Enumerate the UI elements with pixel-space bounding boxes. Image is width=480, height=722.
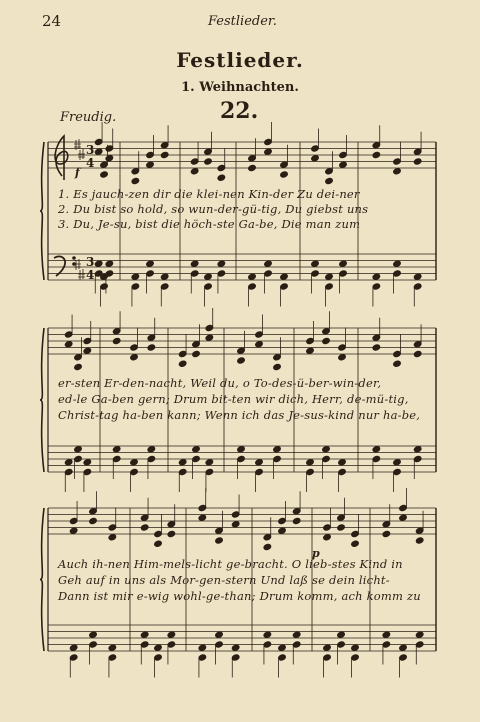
notehead [393, 260, 402, 267]
notehead [280, 161, 289, 168]
notehead [339, 260, 348, 267]
notehead [147, 446, 156, 453]
notehead [393, 459, 402, 466]
lyric-line-s3-v1: Auch ih-nen Him-mels-licht ge-bracht. O lieb-stes Kind in [58, 557, 403, 571]
notehead [178, 459, 187, 466]
notehead [264, 270, 273, 277]
notehead [94, 260, 103, 267]
notehead [399, 644, 408, 651]
notehead [215, 537, 224, 544]
notehead [100, 283, 109, 290]
notehead [280, 171, 289, 178]
notehead [237, 446, 246, 453]
notehead [74, 446, 83, 453]
notehead [322, 337, 331, 344]
notehead [204, 273, 213, 280]
notehead [64, 341, 73, 348]
notehead [108, 534, 117, 541]
notehead [215, 631, 224, 638]
notehead [273, 354, 282, 361]
notehead [399, 654, 408, 661]
notehead [83, 468, 92, 475]
notehead [306, 347, 315, 354]
notehead [112, 337, 121, 344]
bass-clef [54, 256, 65, 276]
notehead [167, 641, 176, 648]
notehead [237, 455, 246, 462]
notehead [339, 151, 348, 158]
notehead [413, 158, 422, 165]
notehead [89, 641, 98, 648]
notehead [204, 283, 213, 290]
lyric-line-s1-v3: 3. Du, Je-su, bist die höch-ste Ga-be, Die man zum [58, 217, 361, 231]
notehead [178, 468, 187, 475]
lyric-line-s1-v1: 1. Es jauch-zen dir die klei-nen Kin-der Zu dei-ner [58, 187, 360, 201]
time-signature-numerator: 3 [86, 255, 95, 269]
notehead [100, 171, 109, 178]
sharp-sign [78, 149, 85, 160]
notehead [372, 151, 381, 158]
notehead [112, 328, 121, 335]
notehead [69, 654, 78, 661]
notehead [322, 455, 331, 462]
notehead [105, 260, 114, 267]
notehead [204, 158, 213, 165]
notehead [248, 283, 257, 290]
notehead [205, 334, 214, 341]
notehead [351, 540, 360, 547]
notehead [154, 530, 163, 537]
notehead [255, 331, 264, 338]
section-heading: 1. Weihnachten. [181, 80, 299, 95]
notehead [323, 654, 332, 661]
notehead [64, 468, 73, 475]
notehead [382, 521, 391, 528]
notehead [338, 344, 347, 351]
notehead [108, 654, 117, 661]
notehead [190, 168, 199, 175]
notehead [105, 270, 114, 277]
notehead [217, 174, 226, 181]
time-signature-numerator: 3 [86, 143, 95, 157]
brace [40, 142, 44, 280]
notehead [167, 521, 176, 528]
notehead [204, 148, 213, 155]
notehead [131, 177, 140, 184]
notehead [338, 468, 347, 475]
notehead [147, 344, 156, 351]
notehead [273, 455, 282, 462]
notehead [205, 468, 214, 475]
notehead [278, 654, 287, 661]
notehead [372, 142, 381, 149]
notehead [372, 446, 381, 453]
notehead [292, 517, 301, 524]
notehead [154, 644, 163, 651]
notehead [382, 641, 391, 648]
notehead [83, 337, 92, 344]
notehead [263, 543, 272, 550]
notehead [198, 644, 207, 651]
notehead [140, 631, 149, 638]
notehead [190, 260, 199, 267]
notehead [112, 446, 121, 453]
notehead [323, 644, 332, 651]
notehead [292, 641, 301, 648]
notehead [192, 446, 201, 453]
notehead [178, 360, 187, 367]
notehead [231, 511, 240, 518]
notehead [306, 459, 315, 466]
notehead [263, 641, 272, 648]
notehead [413, 283, 422, 290]
notehead [325, 273, 334, 280]
notehead [140, 514, 149, 521]
notehead [382, 631, 391, 638]
notehead [280, 273, 289, 280]
notehead [306, 337, 315, 344]
notehead [413, 148, 422, 155]
notehead [154, 654, 163, 661]
notehead [415, 537, 424, 544]
notehead [215, 641, 224, 648]
notehead [178, 350, 187, 357]
notehead [205, 459, 214, 466]
running-head: Festlieder. [208, 14, 277, 29]
notehead [372, 273, 381, 280]
notehead [74, 354, 83, 361]
notehead [131, 283, 140, 290]
notehead [292, 631, 301, 638]
notehead [351, 644, 360, 651]
notehead [108, 644, 117, 651]
notehead [311, 155, 320, 162]
notehead [131, 168, 140, 175]
lyric-line-s2-v1: er-sten Er-den-nacht, Weil du, o To-des-ü-ber-win-der, [58, 376, 382, 390]
notehead [248, 273, 257, 280]
notehead [311, 270, 320, 277]
notehead [190, 158, 199, 165]
hymn-number: 22. [220, 98, 259, 124]
notehead [278, 644, 287, 651]
notehead [323, 534, 332, 541]
notehead [337, 524, 346, 531]
notehead [399, 504, 408, 511]
notehead [323, 524, 332, 531]
notehead [338, 459, 347, 466]
notehead [393, 270, 402, 277]
notehead [372, 334, 381, 341]
notehead [130, 344, 139, 351]
notehead [413, 455, 422, 462]
notehead [217, 164, 226, 171]
notehead [325, 177, 334, 184]
notehead [160, 283, 169, 290]
notehead [292, 508, 301, 515]
notehead [131, 273, 140, 280]
notehead [325, 283, 334, 290]
notehead [198, 504, 207, 511]
notehead [154, 540, 163, 547]
notehead [192, 341, 201, 348]
brace [40, 508, 44, 651]
notehead [83, 459, 92, 466]
notehead [146, 161, 155, 168]
notehead [264, 148, 273, 155]
notehead [231, 521, 240, 528]
notehead [237, 357, 246, 364]
time-signature-denominator: 4 [86, 156, 95, 170]
notehead [140, 641, 149, 648]
notehead [83, 347, 92, 354]
notehead [413, 350, 422, 357]
notehead [167, 530, 176, 537]
brace [40, 328, 44, 472]
notehead [105, 155, 114, 162]
notehead [413, 341, 422, 348]
notehead [306, 468, 315, 475]
notehead [192, 455, 201, 462]
notehead [237, 347, 246, 354]
notehead [198, 514, 207, 521]
notehead [167, 631, 176, 638]
lyric-line-s1-v2: 2. Du bist so hold, so wun-der-gü-tig, Du giebst uns [58, 202, 369, 216]
notehead [322, 328, 331, 335]
notehead [393, 168, 402, 175]
notehead [255, 468, 264, 475]
notehead [147, 334, 156, 341]
notehead [372, 344, 381, 351]
lyric-line-s3-v3: Dann ist mir e-wig wohl-ge-than; Drum komm, ach komm zu [58, 589, 421, 603]
notehead [74, 363, 83, 370]
notehead [322, 446, 331, 453]
notehead [140, 524, 149, 531]
notehead [273, 446, 282, 453]
page-number: 24 [42, 12, 62, 30]
notehead [351, 530, 360, 537]
notehead [415, 641, 424, 648]
notehead [94, 148, 103, 155]
notehead [413, 446, 422, 453]
notehead [393, 158, 402, 165]
notehead [393, 468, 402, 475]
dynamic-forte: f [75, 166, 80, 179]
notehead [112, 455, 121, 462]
notehead [108, 524, 117, 531]
lyric-line-s3-v2: Geh auf in uns als Mor-gen-stern Und laß se dein licht- [58, 573, 390, 587]
bass-clef-dot [73, 257, 76, 260]
notehead [263, 631, 272, 638]
notehead [337, 641, 346, 648]
notehead [382, 530, 391, 537]
notehead [264, 260, 273, 267]
notehead [311, 145, 320, 152]
notehead [393, 360, 402, 367]
page-title: Festlieder. [176, 48, 304, 72]
lyric-line-s2-v3: Christ-tag ha-ben kann; Wenn ich das Je-sus-kind nur ha-be, [58, 408, 421, 422]
notehead [248, 164, 257, 171]
notehead [215, 527, 224, 534]
notehead [74, 455, 83, 462]
notehead [69, 644, 78, 651]
notehead [190, 270, 199, 277]
notehead [264, 138, 273, 145]
notehead [64, 331, 73, 338]
notehead [255, 341, 264, 348]
notehead [89, 631, 98, 638]
notehead [273, 363, 282, 370]
notehead [372, 455, 381, 462]
notehead [311, 260, 320, 267]
notehead [100, 161, 109, 168]
notehead [69, 517, 78, 524]
notehead [130, 459, 139, 466]
notehead [337, 514, 346, 521]
notehead [248, 155, 257, 162]
notehead [231, 654, 240, 661]
notehead [64, 459, 73, 466]
lyric-line-s2-v2: ed-le Ga-ben gern; Drum bit-ten wir dich, Herr, de-mü-tig, [58, 392, 409, 406]
notehead [351, 654, 360, 661]
notehead [255, 459, 264, 466]
notehead [89, 517, 98, 524]
notehead [217, 270, 226, 277]
sharp-sign [78, 269, 85, 280]
notehead [393, 350, 402, 357]
notehead [130, 468, 139, 475]
notehead [278, 517, 287, 524]
notehead [399, 514, 408, 521]
notehead [146, 270, 155, 277]
notehead [339, 270, 348, 277]
notehead [205, 324, 214, 331]
notehead [231, 644, 240, 651]
notehead [89, 508, 98, 515]
dynamic-piano: p [312, 547, 320, 560]
treble-clef [55, 136, 68, 180]
notehead [146, 260, 155, 267]
notehead [278, 527, 287, 534]
notehead [146, 151, 155, 158]
notehead [339, 161, 348, 168]
notehead [160, 142, 169, 149]
notehead [415, 527, 424, 534]
notehead [94, 138, 103, 145]
notehead [130, 354, 139, 361]
notehead [217, 260, 226, 267]
time-signature-denominator: 4 [86, 268, 95, 282]
notehead [105, 145, 114, 152]
notehead [198, 654, 207, 661]
notehead [263, 534, 272, 541]
notehead [192, 350, 201, 357]
notehead [160, 151, 169, 158]
tempo-marking: Freudig. [60, 110, 117, 125]
notehead [372, 283, 381, 290]
notehead [280, 283, 289, 290]
notehead [338, 354, 347, 361]
notehead [325, 168, 334, 175]
notehead [160, 273, 169, 280]
notehead [69, 527, 78, 534]
notehead [415, 631, 424, 638]
notehead [147, 455, 156, 462]
notehead [337, 631, 346, 638]
notehead [413, 273, 422, 280]
